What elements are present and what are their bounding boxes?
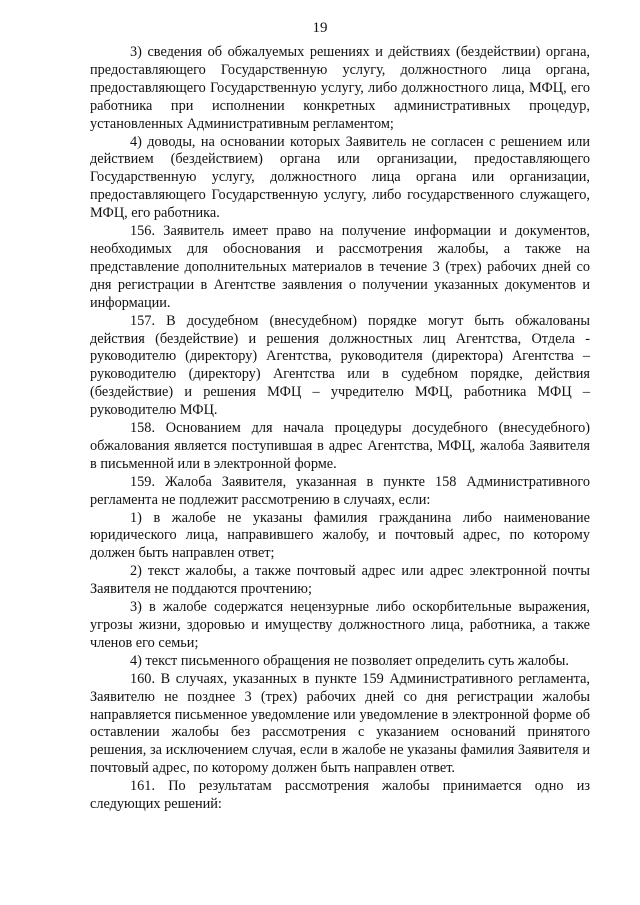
paragraph-159-item-3: 3) в жалобе содержатся нецензурные либо оскорбительные выражения, угрозы жизни, здоровью и имуществу должностного лица, работника, а также членов его семьи; xyxy=(90,599,590,651)
paragraph-159-item-4: 4) текст письменного обращения не позволяет определить суть жалобы. xyxy=(130,652,569,669)
paragraph-159-item-2: 2) текст жалобы, а также почтовый адрес или адрес электронной почты Заявителя не поддаются прочтению; xyxy=(90,563,590,598)
paragraph-156: 156. Заявитель имеет право на получение информации и документов, необходимых для обоснования и рассмотрения жалобы, а также на представление дополнительных материалов в течение 3 (трех) рабочих дней со дня регистрации в Агентстве заявления о получении указанных документов и информации. xyxy=(90,223,590,311)
paragraph-item-3: 3) сведения об обжалуемых решениях и действиях (бездействии) органа, предоставляющего Государственную услугу, должностного лица органа, предоставляющего Государственную услугу, либо должностного лица, МФЦ, его работника при исполнении конкретных административных процедур, установленных Административным регламентом; xyxy=(90,44,590,132)
page-number: 19 xyxy=(312,20,328,36)
paragraph-161: 161. По результатам рассмотрения жалобы принимается одно из следующих решений: xyxy=(90,778,590,813)
paragraph-157: 157. В досудебном (внесудебном) порядке могут быть обжалованы действия (бездействие) и решения должностных лиц Агентства, Отдела - руководителю (директору) Агентства, руководителя (директора) Агентства – руководителю (директору) Агентства или в судебном порядке, действия (бездействие) и решения МФЦ – учредителю МФЦ, работника МФЦ – руководителю МФЦ. xyxy=(90,312,590,419)
paragraph-item-4: 4) доводы, на основании которых Заявитель не согласен с решением или действием (бездействием) органа или организации, предоставляющего Государственную услугу, должностного лица органа или организации, предоставляющего Государственную услугу, либо государственного служащего, МФЦ, его работника. xyxy=(90,133,590,222)
paragraph-159-item-1: 1) в жалобе не указаны фамилия гражданина либо наименование юридического лица, направившего жалобу, и почтовый адрес, по которому должен быть направлен ответ; xyxy=(90,509,590,562)
paragraph-158: 158. Основанием для начала процедуры досудебного (внесудебного) обжалования является поступившая в адрес Агентства, МФЦ, жалоба Заявителя в письменной или в электронной форме. xyxy=(90,420,590,472)
document-body xyxy=(90,44,590,814)
paragraph-160: 160. В случаях, указанных в пункте 159 Административного регламента, Заявителю не позднее 3 (трех) рабочих дней со дня регистрации жалобы направляется письменное уведомление или уведомление в электронной форме об оставлении жалобы без рассмотрения с указанием оснований принятого решения, за исключением случая, если в жалобе не указаны фамилия Заявителя и почтовый адрес, по которому должен быть направлен ответ. xyxy=(90,670,590,777)
paragraph-159: 159. Жалоба Заявителя, указанная в пункте 158 Административного регламента не подлежит рассмотрению в случаях, если: xyxy=(90,473,590,508)
